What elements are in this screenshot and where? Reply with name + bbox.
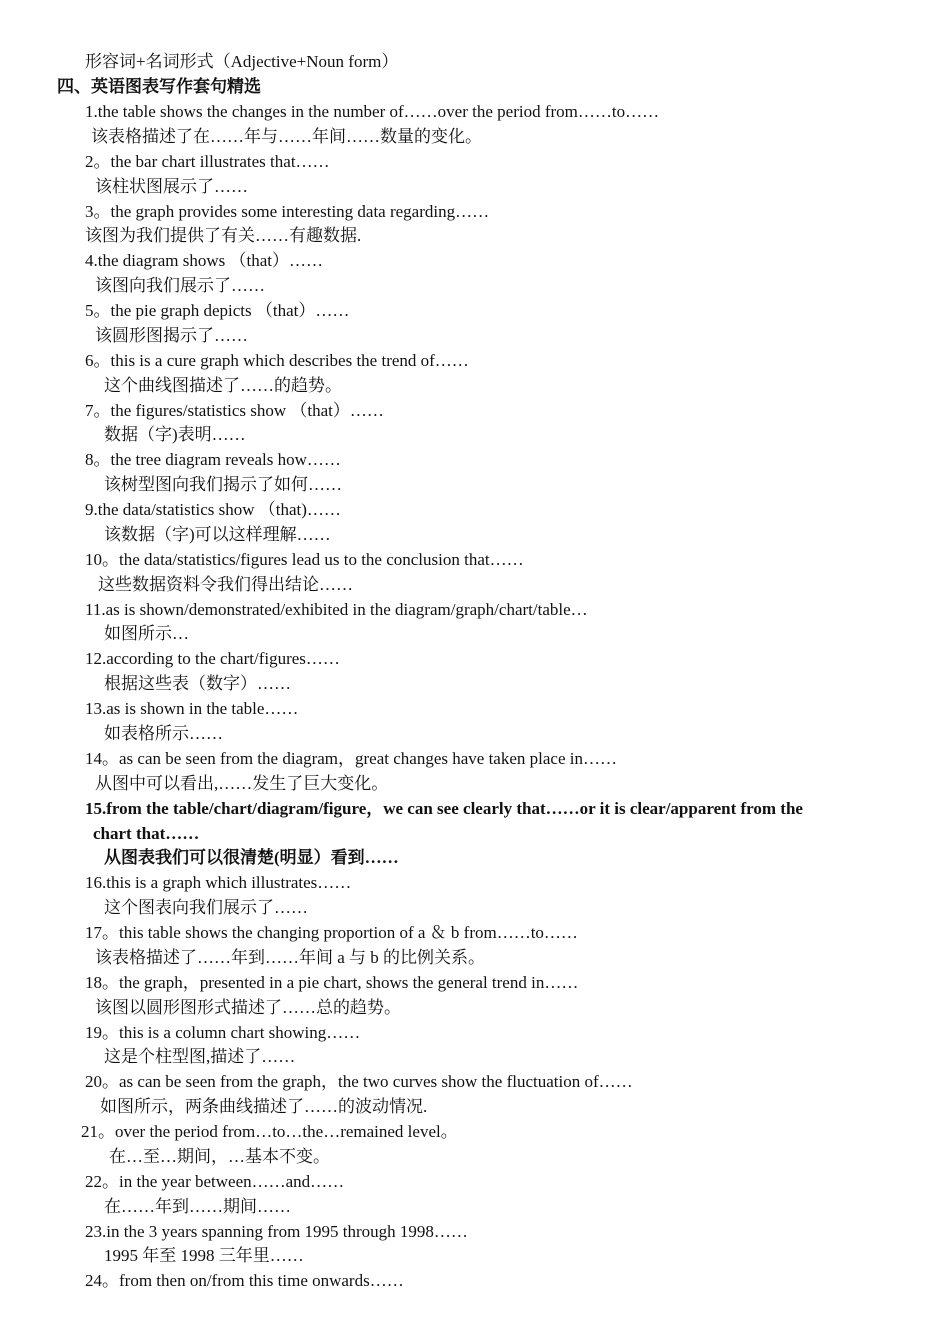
item-19-en: 19。this is a column chart showing…… — [85, 1023, 361, 1042]
item-5-zh: 该圆形图揭示了…… — [95, 326, 248, 345]
item-21-en: 21。over the period from…to…the…remained level。 — [81, 1122, 458, 1141]
item-13-zh: 如表格所示…… — [104, 724, 223, 743]
item-14-en: 14。as can be seen from the diagram，great changes have taken place in…… — [85, 749, 617, 768]
item-2-zh: 该柱状图展示了…… — [95, 177, 248, 196]
item-9-en: 9.the data/statistics show （that)…… — [85, 500, 341, 519]
item-15-en-continued: chart that…… — [93, 824, 200, 843]
item-19-zh: 这是个柱型图,描述了…… — [104, 1047, 296, 1066]
item-10-en: 10。the data/statistics/figures lead us to the conclusion that…… — [85, 550, 524, 569]
item-12-en: 12.according to the chart/figures…… — [85, 649, 340, 668]
item-16-zh: 这个图表向我们展示了…… — [104, 898, 308, 917]
item-10-zh: 这些数据资料令我们得出结论…… — [98, 575, 353, 594]
item-4-zh: 该图向我们展示了…… — [95, 276, 265, 295]
item-8-en: 8。the tree diagram reveals how…… — [85, 450, 341, 469]
item-18-zh: 该图以圆形图形式描述了……总的趋势。 — [95, 998, 401, 1017]
item-14-zh: 从图中可以看出,……发生了巨大变化。 — [95, 774, 389, 793]
item-11-en: 11.as is shown/demonstrated/exhibited in the diagram/graph/chart/table… — [85, 600, 588, 619]
item-7-en: 7。the figures/statistics show （that）…… — [85, 401, 384, 420]
item-23-zh: 1995 年至 1998 三年里…… — [104, 1246, 304, 1265]
item-3-zh: 该图为我们提供了有关……有趣数据. — [85, 226, 362, 245]
item-9-zh: 该数据（字)可以这样理解…… — [104, 525, 331, 544]
item-2-en: 2。the bar chart illustrates that…… — [85, 152, 330, 171]
item-13-en: 13.as is shown in the table…… — [85, 699, 299, 718]
item-20-en: 20。as can be seen from the graph，the two curves show the fluctuation of…… — [85, 1072, 633, 1091]
item-1-zh: 该表格描述了在……年与……年间……数量的变化。 — [91, 127, 482, 146]
item-7-zh: 数据（字)表明…… — [104, 425, 246, 444]
item-15-zh: 从图表我们可以很清楚(明显）看到…… — [104, 848, 399, 867]
item-1-en: 1.the table shows the changes in the number of……over the period from……to…… — [85, 102, 660, 121]
item-17-zh: 该表格描述了……年到……年间 a 与 b 的比例关系。 — [95, 948, 486, 967]
intro-line: 形容词+名词形式（Adjective+Noun form） — [85, 52, 399, 71]
item-6-zh: 这个曲线图描述了……的趋势。 — [104, 376, 342, 395]
item-20-zh: 如图所示，两条曲线描述了……的波动情况. — [100, 1097, 428, 1116]
item-23-en: 23.in the 3 years spanning from 1995 through 1998…… — [85, 1222, 468, 1241]
item-3-en: 3。the graph provides some interesting data regarding…… — [85, 202, 490, 221]
item-22-zh: 在……年到……期间…… — [104, 1197, 291, 1216]
item-11-zh: 如图所示… — [104, 624, 189, 643]
item-12-zh: 根据这些表（数字）…… — [104, 674, 291, 693]
item-15-en: 15.from the table/chart/diagram/figure，we can see clearly that……or it is clear/apparent from the — [85, 799, 803, 818]
item-16-en: 16.this is a graph which illustrates…… — [85, 873, 352, 892]
item-8-zh: 该树型图向我们揭示了如何…… — [104, 475, 342, 494]
item-22-en: 22。in the year between……and…… — [85, 1172, 345, 1191]
item-17-en: 17。this table shows the changing proportion of a ＆ b from……to…… — [85, 923, 578, 942]
item-21-zh: 在…至…期间，…基本不变。 — [109, 1147, 330, 1166]
item-4-en: 4.the diagram shows （that）…… — [85, 251, 323, 270]
item-24-en: 24。from then on/from this time onwards…… — [85, 1271, 404, 1290]
item-6-en: 6。this is a cure graph which describes the trend of…… — [85, 351, 469, 370]
item-18-en: 18。the graph，presented in a pie chart, shows the general trend in…… — [85, 973, 579, 992]
item-5-en: 5。the pie graph depicts （that）…… — [85, 301, 350, 320]
section-heading: 四、英语图表写作套句精选 — [57, 77, 261, 96]
